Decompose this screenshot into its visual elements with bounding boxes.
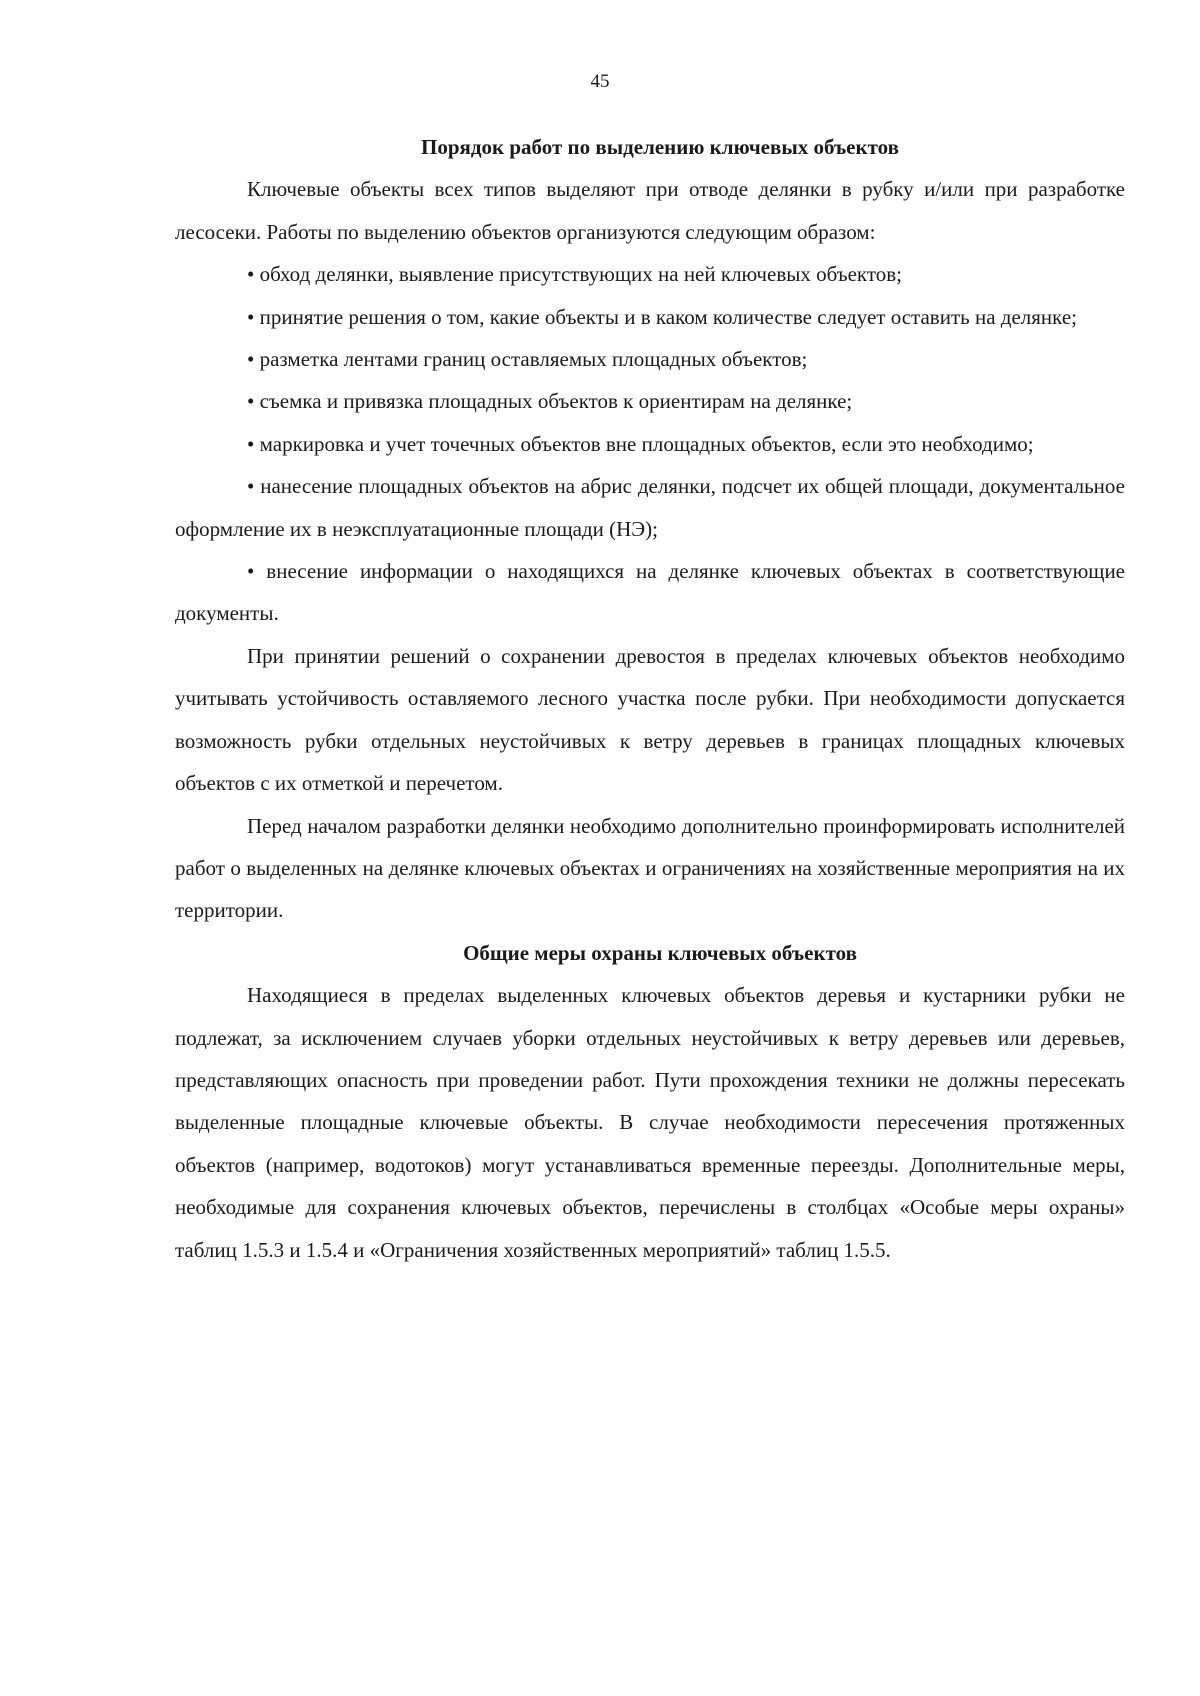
section-heading-work-order: Порядок работ по выделению ключевых объектов bbox=[421, 135, 899, 159]
list-item-step-2: • принятие решения о том, какие объекты и в каком количестве следует оставить на делянке; bbox=[247, 304, 1077, 329]
page-number: 45 bbox=[590, 71, 610, 92]
list-item-step-1: • обход делянки, выявление присутствующих на ней ключевых объектов; bbox=[247, 262, 903, 287]
paragraph-intro: Ключевые объекты всех типов выделяют при отводе делянки в рубку и/или при разработке лесосеки. Работы по выделению объектов организуются следующим образом: bbox=[175, 177, 1125, 244]
section-heading-protection: Общие меры охраны ключевых объектов bbox=[463, 940, 857, 965]
list-item-step-6: • нанесение площадных объектов на абрис делянки, подсчет их общей площади, документальное оформление их в неэксплуатационные площади (НЭ); bbox=[175, 474, 1125, 541]
paragraph-protection-measures: Находящиеся в пределах выделенных ключевых объектов деревья и кустарники рубки не подлежат, за исключением случаев уборки отдельных неустойчивых к ветру деревьев или деревьев, представляющих опасность при проведении работ. Пути прохождения техники не должны пересекать выделенные площадные ключевые объекты. В случае необходимости пересечения протяженных объектов (например, водотоков) могут устанавливаться временные переезды. Дополнительные меры, необходимые для сохранения ключевых объектов, перечислены в столбцах «Особые меры охраны» таблиц 1.5.3 и 1.5.4 и «Ограничения хозяйственных мероприятий» таблиц 1.5.5. bbox=[175, 983, 1125, 1262]
paragraph-stability: При принятии решений о сохранении древостоя в пределах ключевых объектов необходимо учитывать устойчивость оставляемого лесного участка после рубки. При необходимости допускается возможность рубки отдельных неустойчивых к ветру деревьев в границах площадных ключевых объектов с их отметкой и перечетом. bbox=[175, 643, 1125, 796]
paragraph-inform-workers: Перед началом разработки делянки необходимо дополнительно проинформировать исполнителей работ о выделенных на делянке ключевых объектах и ограничениях на хозяйственные мероприятия на их территории. bbox=[175, 813, 1125, 923]
list-item-step-7: • внесение информации о находящихся на делянке ключевых объектах в соответствующие документы. bbox=[175, 559, 1125, 626]
page-content bbox=[175, 126, 1125, 1271]
list-item-step-4: • съемка и привязка площадных объектов к ориентирам на делянке; bbox=[247, 389, 853, 414]
list-item-step-3: • разметка лентами границ оставляемых площадных объектов; bbox=[247, 347, 808, 372]
list-item-step-5: • маркировка и учет точечных объектов вне площадных объектов, если это необходимо; bbox=[247, 431, 1034, 456]
